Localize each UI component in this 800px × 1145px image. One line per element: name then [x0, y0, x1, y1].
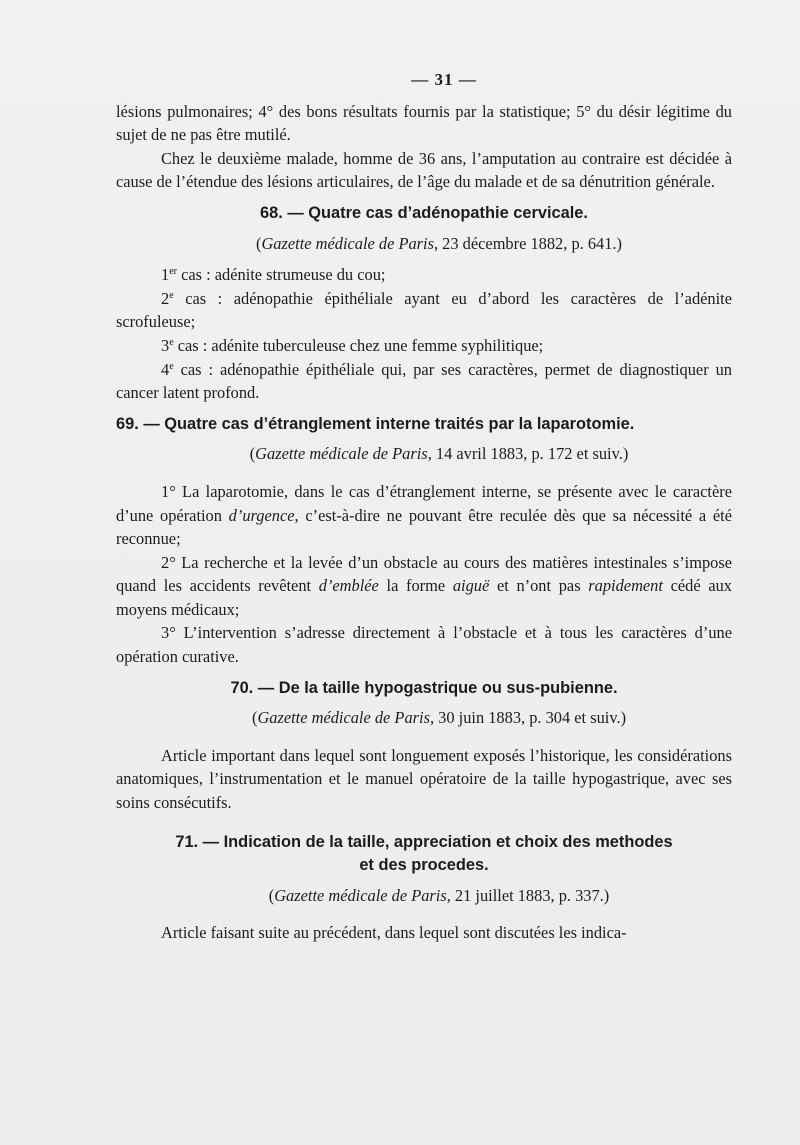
text-run: , c’est-à-dire ne pouvant être reculée dès que sa nécessité a été reconnue; — [116, 505, 733, 549]
emphasis: rapidement — [588, 576, 663, 596]
laparotomy-point-1 — [116, 480, 732, 551]
citation-details: , 23 décembre 1882, p. 641.) — [433, 233, 622, 253]
case-3 — [116, 334, 732, 358]
citation-details: , 14 avril 1883, p. 172 et suiv.) — [427, 444, 629, 464]
text-run: 2° La recherche et la levée d’un obstacle au cours des matières intestinales s’impose quand les accidents revêtent — [116, 552, 732, 596]
page-content — [116, 68, 732, 945]
citation-details: , 21 juillet 1883, p. 337.) — [446, 885, 610, 905]
emphasis: aiguë — [452, 576, 490, 596]
ordinal-suffix: e — [169, 360, 174, 372]
laparotomy-point-3: 3° L’intervention s’adresse directement à l’obstacle et à tous les caractères d’une opération curative. — [116, 623, 732, 667]
ordinal-suffix: e — [169, 336, 174, 348]
section-71-heading-line-2: et des procedes. — [359, 856, 489, 875]
paragraph-lesions: lésions pulmonaires; 4° des bons résultats fournis par la statistique; 5° du désir légitime du sujet de ne pas être mutilé. — [116, 101, 732, 145]
section-71-heading-line-1: 71. — Indication de la taille, appreciation et choix des methodes — [175, 832, 673, 851]
ordinal-suffix: er — [169, 266, 177, 278]
page-number: — 31 — — [411, 70, 477, 89]
ordinal-suffix: e — [169, 289, 174, 301]
section-68-citation: (Gazette médicale de Paris, 23 décembre 1882, p. 641.) — [256, 233, 622, 253]
citation-journal: Gazette médicale de Paris — [261, 233, 434, 253]
case-text: cas : adénopathie épithéliale ayant eu d’abord les caractères de l’adénite scrofuleuse; — [116, 288, 732, 332]
text-run: la forme — [378, 576, 453, 596]
citation-details: , 30 juin 1883, p. 304 et suiv.) — [429, 708, 627, 728]
section-71-heading — [116, 831, 732, 878]
case-text: cas : adénite tuberculeuse chez une femme syphilitique; — [173, 335, 544, 355]
text-run: 1° La laparotomie, dans le cas d’étranglement interne, se présente avec le caractère d’une opération — [116, 481, 732, 525]
spacer — [116, 815, 732, 823]
section-71-citation: (Gazette médicale de Paris, 21 juillet 1883, p. 337.) — [268, 885, 610, 905]
paragraph-second-patient: Chez le deuxième malade, homme de 36 ans, l’amputation au contraire est décidée à cause de l’étendue des lésions articulaires, de l’âge du malade et de sa dénutrition générale. — [116, 148, 732, 192]
emphasis: d’emblée — [318, 576, 379, 596]
laparotomy-point-2 — [116, 551, 732, 622]
case-text: cas : adénite strumeuse du cou; — [176, 265, 386, 285]
section-68-heading: 68. — Quatre cas d’adénopathie cervicale. — [260, 203, 588, 222]
case-number: 1 — [161, 265, 170, 285]
case-4 — [116, 358, 732, 405]
text-run: cédé aux moyens médicaux; — [116, 576, 732, 619]
text-run: et n’ont pas — [489, 576, 589, 596]
case-text: cas : adénopathie épithéliale qui, par ses caractères, permet de diagnostiquer un cancer latent profond. — [116, 359, 732, 403]
case-number: 4 — [161, 359, 170, 379]
section-69-heading: 69. — Quatre cas d’étranglement interne traités par la laparotomie. — [116, 414, 635, 433]
case-number: 3 — [161, 335, 170, 355]
citation-journal: Gazette médicale de Paris — [274, 885, 447, 905]
section-69-citation: (Gazette médicale de Paris, 14 avril 1883, p. 172 et suiv.) — [249, 444, 629, 464]
case-number: 2 — [161, 288, 170, 308]
section-71-paragraph: Article faisant suite au précédent, dans lequel sont discutées les indica- — [161, 923, 627, 943]
case-1 — [116, 263, 732, 287]
section-70-heading: 70. — De la taille hypogastrique ou sus-pubienne. — [230, 678, 618, 697]
section-70-paragraph: Article important dans lequel sont longuement exposés l’historique, les considérations anatomiques, l’instrumentation et le manuel opératoire de la taille hypogastrique, avec ses soins consécutifs. — [116, 745, 732, 813]
citation-journal: Gazette médicale de Paris — [257, 708, 430, 728]
citation-journal: Gazette médicale de Paris — [255, 444, 428, 464]
case-2 — [116, 287, 732, 334]
emphasis: d’urgence — [228, 505, 295, 525]
section-70-citation: (Gazette médicale de Paris, 30 juin 1883, p. 304 et suiv.) — [251, 708, 627, 728]
